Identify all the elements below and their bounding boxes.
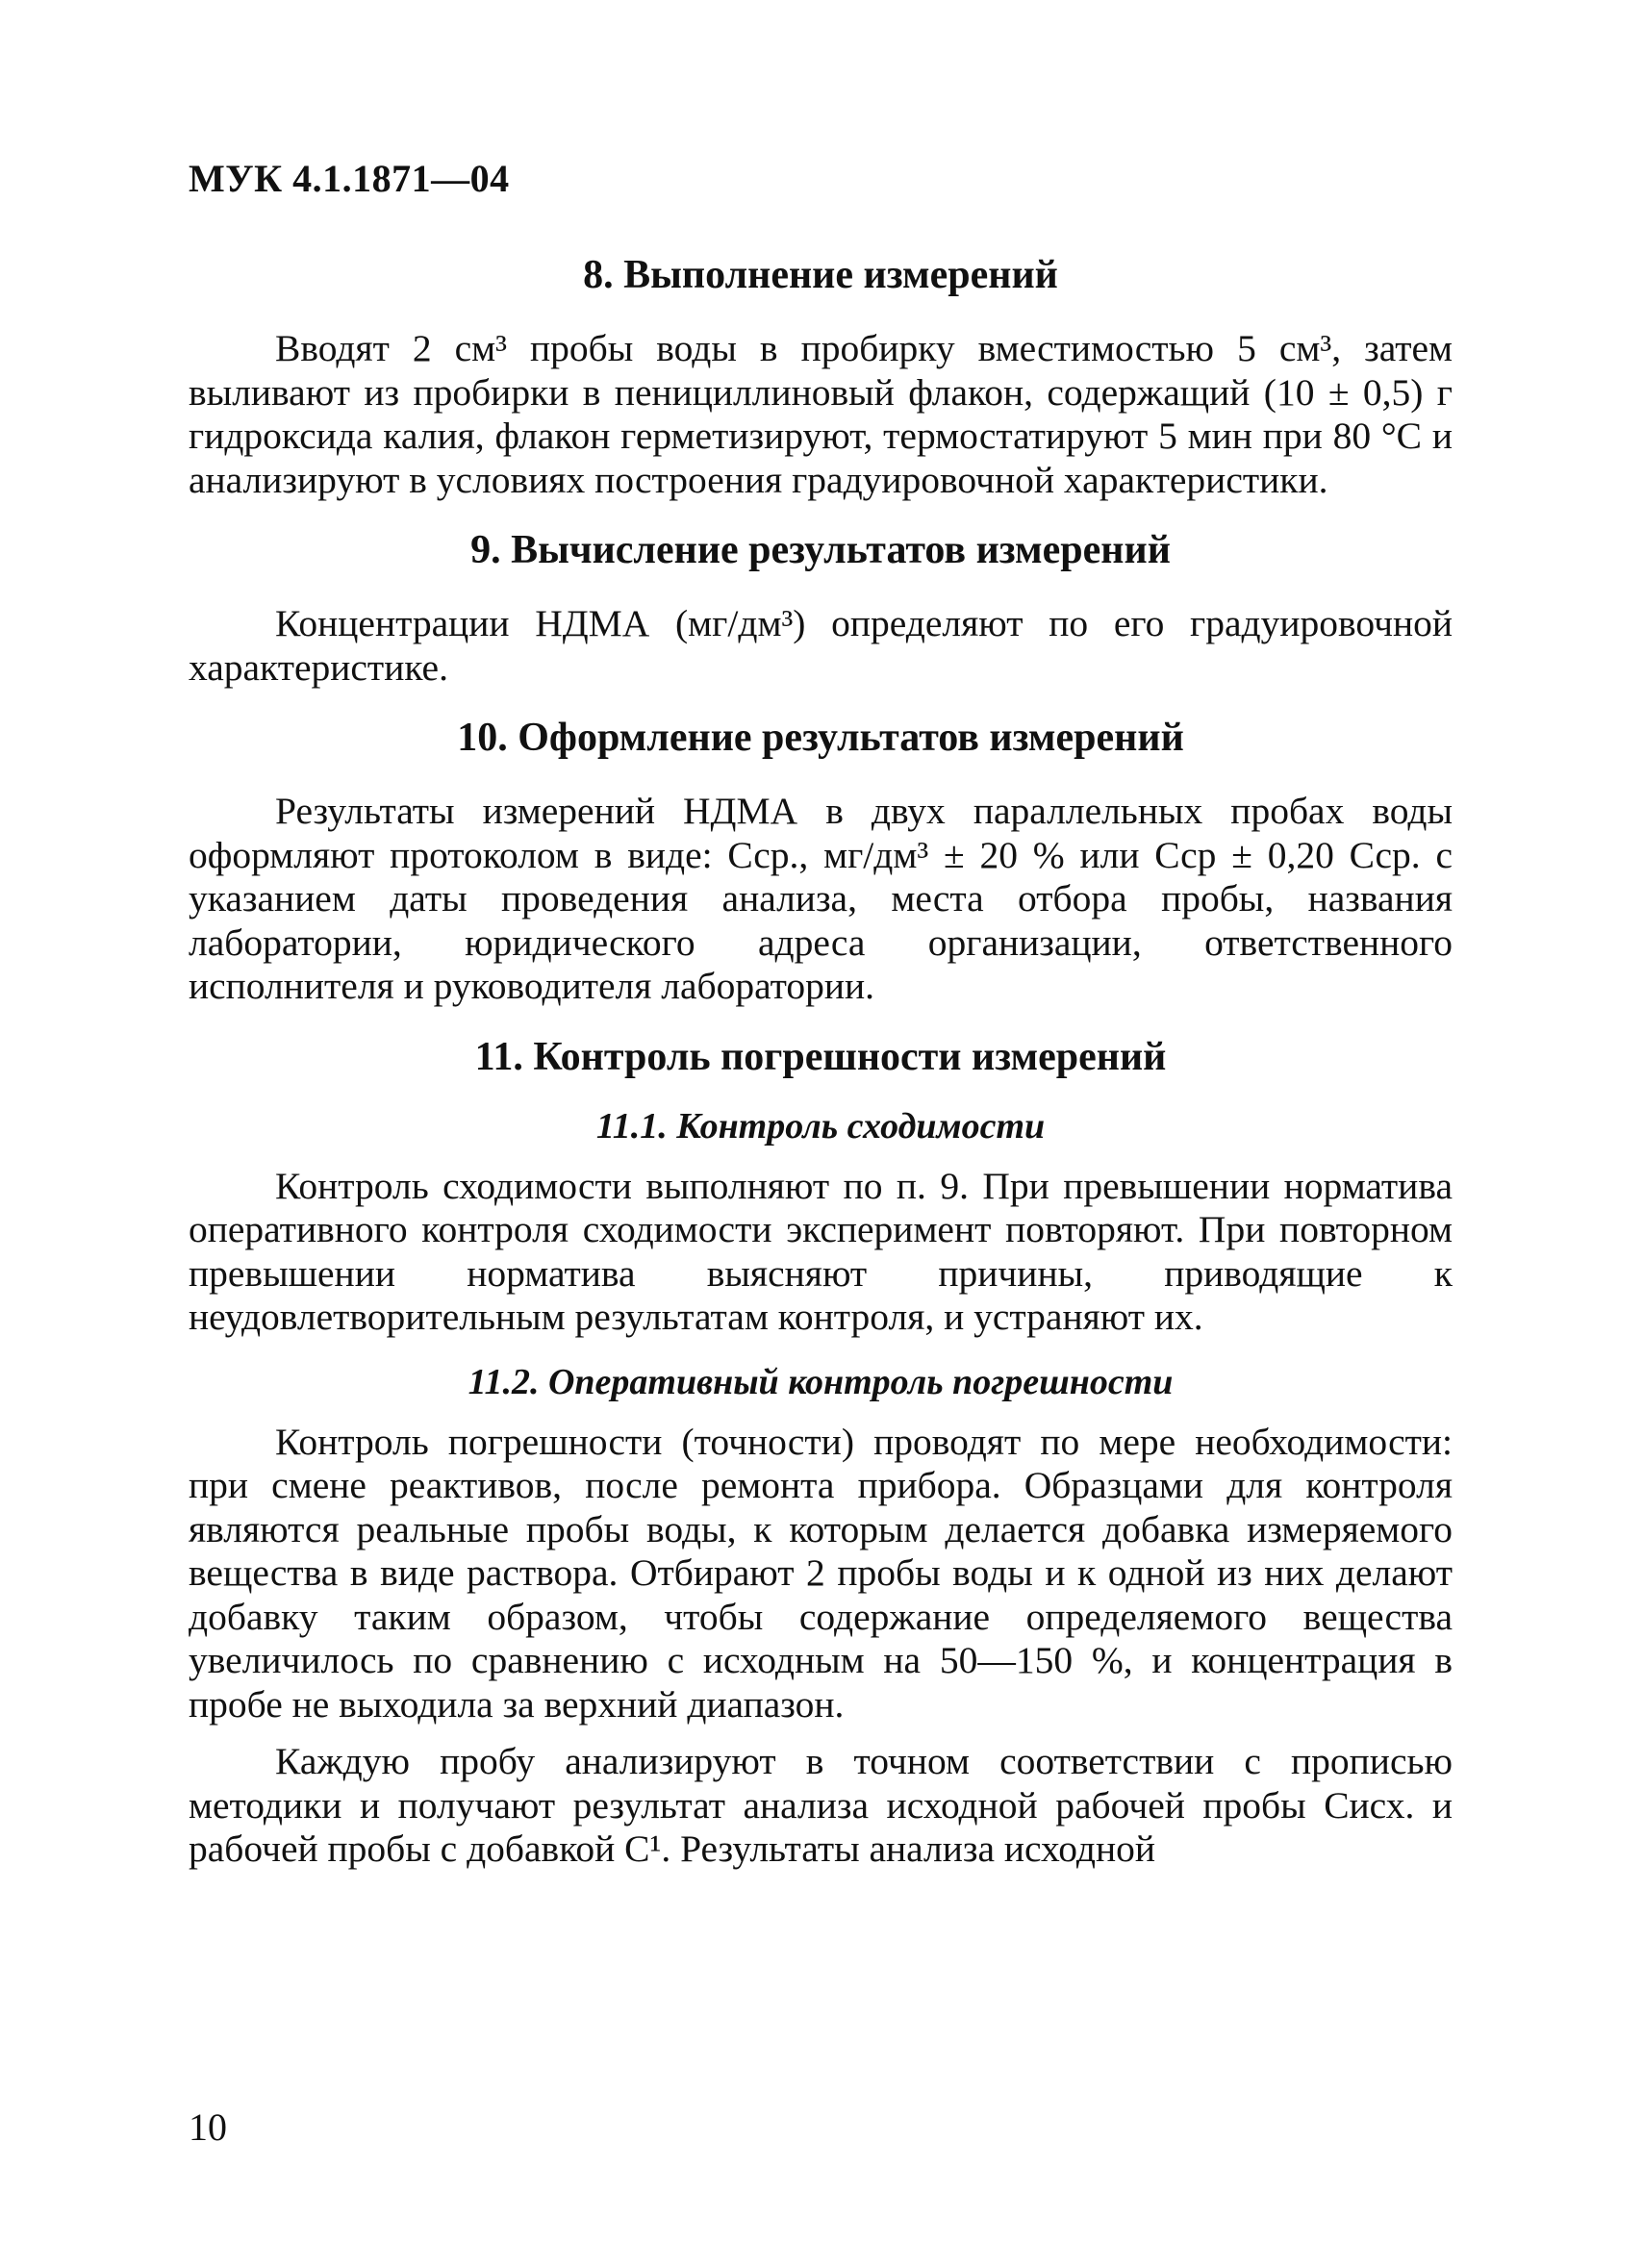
subsection-11-2-paragraph-1: Контроль погрешности (точности) проводят по мере необходимости: при смене реактивов, после ремонта прибора. Образцами для контроля являются реальные пробы воды, к которым делается добавка измеряемого вещества в виде раствора. Отбирают 2 пробы воды и к одной из них делают добавку таким образом, чтобы содержание определяемого вещества увеличилось по сравнению с исходным на 50—150 %, и концентрация в пробе не выходила за верхний диапазон. bbox=[189, 1420, 1453, 1726]
section-11-title: 11. Контроль погрешности измерений bbox=[474, 1034, 1167, 1079]
section-10-title: 10. Оформление результатов измерений bbox=[457, 716, 1184, 760]
subsection-11-2-title: 11.2. Оперативный контроль погрешности bbox=[468, 1361, 1174, 1402]
page-content bbox=[189, 248, 1453, 1872]
page-number: 10 bbox=[189, 2105, 227, 2149]
section-8-title: 8. Выполнение измерений bbox=[583, 253, 1058, 297]
section-9-paragraph: Концентрации НДМА (мг/дм³) определяют по его градуировочной характеристике. bbox=[189, 602, 1453, 689]
subsection-11-1-title: 11.1. Контроль сходимости bbox=[595, 1105, 1046, 1147]
document-code: МУК 4.1.1871—04 bbox=[189, 157, 510, 200]
subsection-11-2-paragraph-2: Каждую пробу анализируют в точном соответствии с прописью методики и получают результат анализа исходной рабочей пробы Сисх. и рабочей пробы с добавкой С¹. Результаты анализа исходной bbox=[189, 1740, 1453, 1870]
section-9-title: 9. Вычисление результатов измерений bbox=[470, 528, 1171, 572]
section-10-paragraph: Результаты измерений НДМА в двух параллельных пробах воды оформляют протоколом в виде: Сср., мг/дм³ ± 20 % или Сср ± 0,20 Сср. с указанием даты проведения анализа, места отбора пробы, названия лаборатории, юридического адреса организации, ответственного исполнителя и руководителя лаборатории. bbox=[189, 790, 1453, 1007]
section-8-paragraph: Вводят 2 см³ пробы воды в пробирку вместимостью 5 см³, затем выливают из пробирки в пенициллиновый флакон, содержащий (10 ± 0,5) г гидроксида калия, флакон герметизируют, термостатируют 5 мин при 80 °С и анализируют в условиях построения градуировочной характеристики. bbox=[189, 327, 1453, 501]
subsection-11-1-paragraph: Контроль сходимости выполняют по п. 9. При превышении норматива оперативного контроля сходимости эксперимент повторяют. При повторном превышении норматива выясняют причины, приводящие к неудовлетворительным результатам контроля, и устраняют их. bbox=[189, 1164, 1453, 1338]
